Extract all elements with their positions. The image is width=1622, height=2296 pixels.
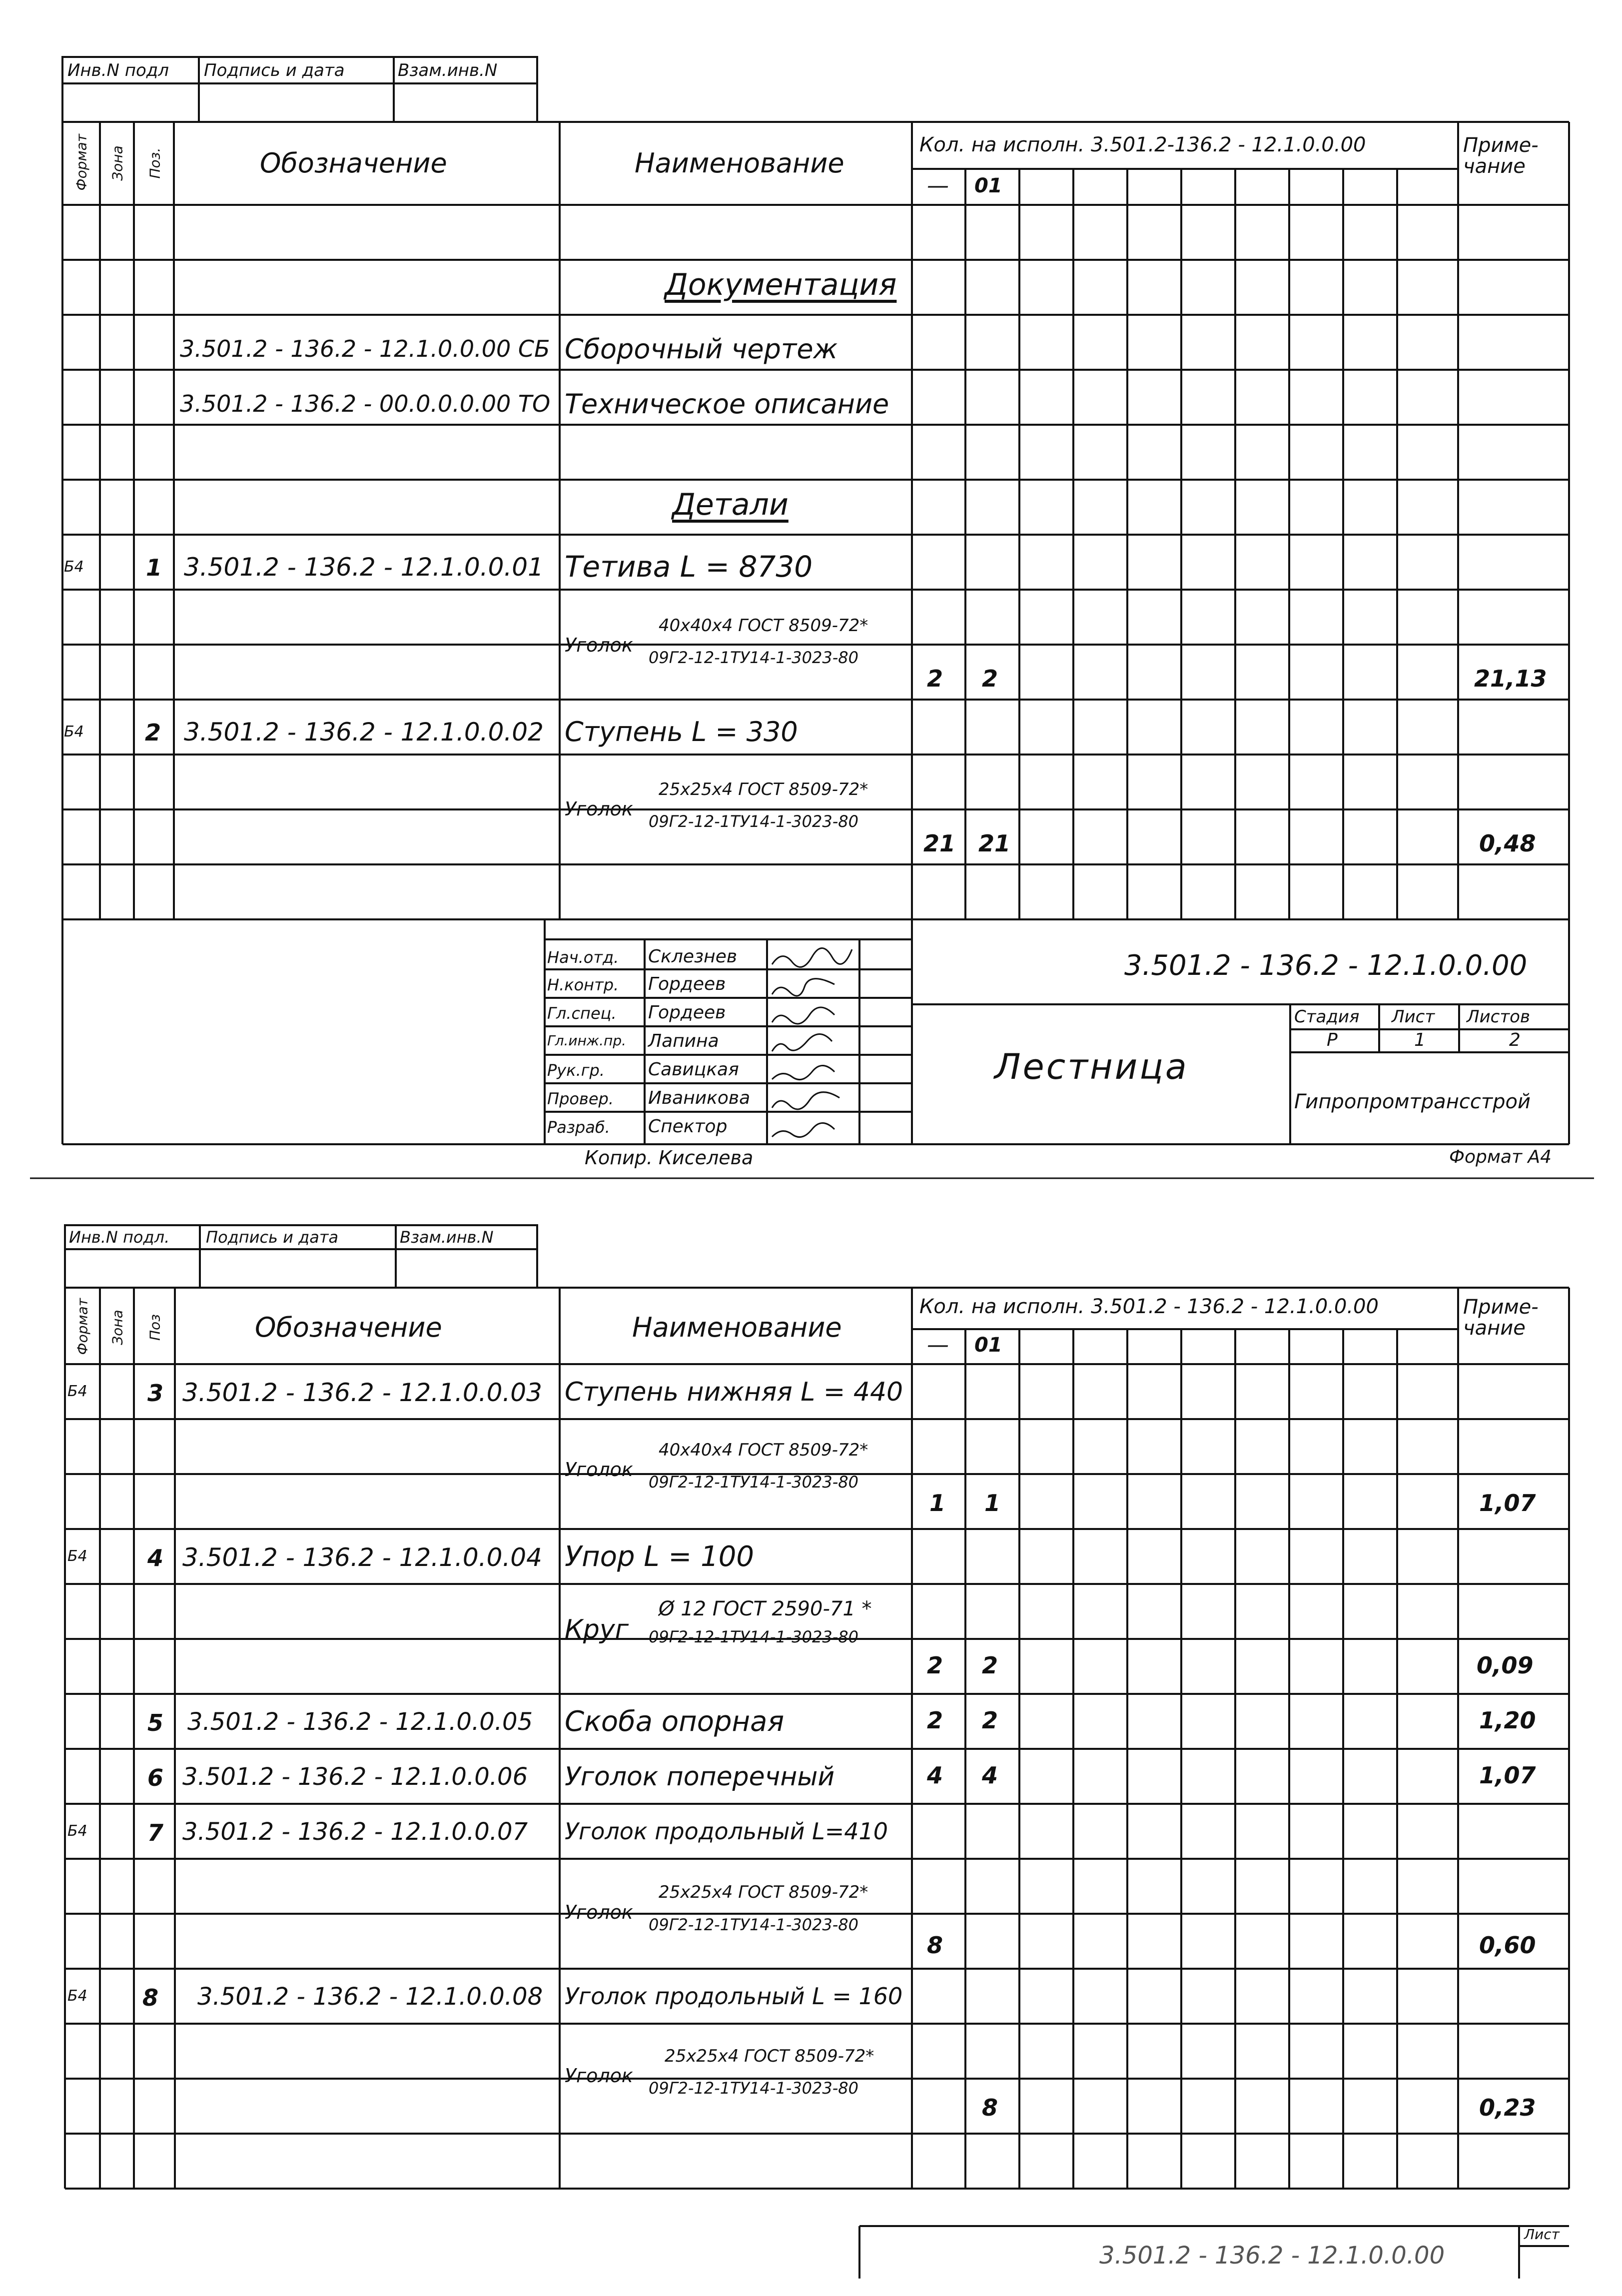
part-8-name: Уголок продольный L = 160 bbox=[565, 1983, 903, 2010]
stamp2-vzam-label: Взам.инв.N bbox=[400, 1228, 494, 1247]
signature-scribbles bbox=[772, 948, 852, 1137]
header-qty-title: Кол. на исполн. 3.501.2-136.2 - 12.1.0.0.00 bbox=[919, 133, 1366, 156]
part-3-qty-1: 1 bbox=[929, 1490, 946, 1517]
part-3-pos: 3 bbox=[147, 1380, 164, 1407]
part-7-note: 0,60 bbox=[1479, 1932, 1536, 1959]
header-format: Формат bbox=[73, 133, 90, 191]
tb-sheets-label: Листов bbox=[1467, 1007, 1531, 1027]
part-2-material: Уголок bbox=[565, 798, 633, 820]
tb-sheet-label: Лист bbox=[1392, 1007, 1435, 1027]
part-3-name: Ступень нижняя L = 440 bbox=[565, 1377, 903, 1407]
part-2-material-top: 25х25х4 ГОСТ 8509-72* bbox=[659, 779, 868, 799]
part-7-material: Уголок bbox=[565, 1901, 633, 1923]
part-7-qty-1: 8 bbox=[927, 1932, 943, 1959]
stamp-inv-label: Инв.N подл bbox=[67, 60, 169, 80]
part-4-pos: 4 bbox=[147, 1544, 164, 1571]
tb-stage-label: Стадия bbox=[1294, 1007, 1360, 1027]
tb-organization: Гипропромтрансстрой bbox=[1294, 1090, 1531, 1113]
tb-name-1: Склезнев bbox=[648, 946, 738, 967]
part-8-qty-2: 8 bbox=[982, 2094, 998, 2121]
doc-row-2-designation: 3.501.2 - 136.2 - 00.0.0.0.00 ТО bbox=[180, 390, 551, 417]
part-1-note: 21,13 bbox=[1474, 665, 1547, 692]
part-1-material-bottom: 09Г2-12-1ТУ14-1-3023-80 bbox=[649, 648, 858, 667]
header2-zone: Зона bbox=[109, 1310, 126, 1345]
header-qty-col2: 01 bbox=[974, 174, 1002, 197]
header-qty-col1: — bbox=[927, 173, 949, 198]
part-1-qty-2: 2 bbox=[982, 665, 998, 692]
tb-role-4: Гл.инж.пр. bbox=[547, 1032, 627, 1049]
part-2-name: Ступень L = 330 bbox=[565, 716, 798, 748]
header2-qty-col1: — bbox=[927, 1332, 949, 1358]
tb-stage: Р bbox=[1327, 1030, 1338, 1050]
part-2-qty-1: 21 bbox=[923, 830, 956, 857]
part-5-qty-1: 2 bbox=[927, 1707, 943, 1734]
part-2-material-bottom: 09Г2-12-1ТУ14-1-3023-80 bbox=[649, 812, 858, 831]
footer-doc-number: 3.501.2 - 136.2 - 12.1.0.0.00 bbox=[1099, 2242, 1445, 2270]
part-7-pos: 7 bbox=[147, 1819, 164, 1846]
part-5-qty-2: 2 bbox=[982, 1707, 998, 1734]
tb-name-3: Гордеев bbox=[648, 1002, 726, 1023]
stamp2-sign-label: Подпись и дата bbox=[206, 1228, 339, 1247]
part-5-name: Скоба опорная bbox=[565, 1705, 785, 1738]
doc-row-1-name: Сборочный чертеж bbox=[565, 333, 838, 365]
header-designation: Обозначение bbox=[260, 147, 447, 179]
sheet-format: Формат А4 bbox=[1449, 1147, 1552, 1167]
part-3-designation: 3.501.2 - 136.2 - 12.1.0.0.03 bbox=[182, 1378, 542, 1407]
section-parts: Детали bbox=[672, 487, 789, 522]
part-3-format: Б4 bbox=[67, 1383, 87, 1400]
tb-role-7: Разраб. bbox=[547, 1118, 610, 1137]
part-8-pos: 8 bbox=[142, 1984, 159, 2011]
tb-name-6: Иваникова bbox=[648, 1088, 751, 1108]
part-4-material-bottom: 09Г2-12-1ТУ14-1-3023-80 bbox=[649, 1627, 858, 1646]
stamp-vzam-label: Взам.инв.N bbox=[398, 60, 498, 80]
part-6-pos: 6 bbox=[147, 1764, 164, 1791]
tb-role-5: Рук.гр. bbox=[547, 1061, 605, 1080]
tb-sheets: 2 bbox=[1509, 1030, 1521, 1050]
part-7-designation: 3.501.2 - 136.2 - 12.1.0.0.07 bbox=[182, 1818, 528, 1846]
header-name: Наименование bbox=[635, 147, 844, 179]
part-7-material-top: 25х25х4 ГОСТ 8509-72* bbox=[659, 1882, 868, 1902]
part-1-pos: 1 bbox=[146, 554, 162, 581]
header2-designation: Обозначение bbox=[255, 1312, 442, 1343]
part-8-format: Б4 bbox=[67, 1987, 87, 2005]
footer-sheet-label: Лист bbox=[1524, 2226, 1560, 2243]
part-1-material: Уголок bbox=[565, 634, 633, 656]
stamp2-inv-label: Инв.N подл. bbox=[69, 1228, 170, 1247]
tb-role-1: Нач.отд. bbox=[547, 948, 619, 967]
part-1-designation: 3.501.2 - 136.2 - 12.1.0.0.01 bbox=[184, 553, 544, 582]
part-7-material-bottom: 09Г2-12-1ТУ14-1-3023-80 bbox=[649, 1915, 858, 1934]
header2-note: Приме- чание bbox=[1463, 1296, 1539, 1340]
header2-qty-col2: 01 bbox=[974, 1334, 1002, 1357]
part-4-designation: 3.501.2 - 136.2 - 12.1.0.0.04 bbox=[182, 1543, 542, 1572]
copied-by: Копир. Киселева bbox=[585, 1147, 754, 1169]
part-8-material-bottom: 09Г2-12-1ТУ14-1-3023-80 bbox=[649, 2079, 858, 2098]
section-documentation: Документация bbox=[665, 267, 897, 302]
tb-role-6: Провер. bbox=[547, 1089, 614, 1108]
part-5-pos: 5 bbox=[147, 1709, 164, 1736]
header2-format: Формат bbox=[74, 1298, 91, 1355]
part-3-material-bottom: 09Г2-12-1ТУ14-1-3023-80 bbox=[649, 1473, 858, 1492]
part-4-note: 0,09 bbox=[1477, 1652, 1534, 1679]
part-8-material: Уголок bbox=[565, 2065, 633, 2087]
part-3-material-top: 40х40х4 ГОСТ 8509-72* bbox=[659, 1440, 868, 1460]
tb-doc-number: 3.501.2 - 136.2 - 12.1.0.0.00 bbox=[1124, 949, 1528, 982]
part-2-pos: 2 bbox=[145, 719, 161, 746]
part-2-note: 0,48 bbox=[1479, 830, 1536, 857]
doc-row-1-designation: 3.501.2 - 136.2 - 12.1.0.0.00 СБ bbox=[180, 335, 550, 362]
part-8-designation: 3.501.2 - 136.2 - 12.1.0.0.08 bbox=[197, 1983, 543, 2011]
part-4-name: Упор L = 100 bbox=[565, 1540, 754, 1573]
part-5-note: 1,20 bbox=[1479, 1707, 1536, 1734]
part-4-material-top: Ø 12 ГОСТ 2590-71 * bbox=[659, 1597, 872, 1620]
part-3-material: Уголок bbox=[565, 1459, 633, 1481]
part-7-name: Уголок продольный L=410 bbox=[565, 1818, 888, 1845]
tb-name-4: Лапина bbox=[648, 1031, 719, 1051]
stamp-sign-label: Подпись и дата bbox=[204, 60, 345, 80]
part-8-note: 0,23 bbox=[1479, 2094, 1536, 2121]
doc-row-2-name: Техническое описание bbox=[565, 388, 889, 420]
header-zone: Зона bbox=[109, 145, 126, 181]
tb-sheet: 1 bbox=[1414, 1030, 1426, 1050]
tb-name-5: Савицкая bbox=[648, 1059, 739, 1080]
part-1-format: Б4 bbox=[64, 558, 84, 576]
part-1-qty-1: 2 bbox=[927, 665, 943, 692]
part-1-name: Тетива L = 8730 bbox=[565, 550, 813, 584]
header2-qty-title: Кол. на исполн. 3.501.2 - 136.2 - 12.1.0.0.00 bbox=[919, 1295, 1379, 1318]
part-2-format: Б4 bbox=[64, 723, 84, 741]
part-4-qty-1: 2 bbox=[927, 1652, 943, 1679]
part-6-designation: 3.501.2 - 136.2 - 12.1.0.0.06 bbox=[182, 1763, 528, 1791]
part-6-qty-2: 4 bbox=[982, 1762, 998, 1789]
tb-role-3: Гл.спец. bbox=[547, 1004, 617, 1023]
part-5-designation: 3.501.2 - 136.2 - 12.1.0.0.05 bbox=[187, 1708, 533, 1736]
part-6-name: Уголок поперечный bbox=[565, 1762, 835, 1792]
header2-pos: Поз bbox=[146, 1314, 163, 1341]
part-3-qty-2: 1 bbox=[984, 1490, 1001, 1517]
part-6-qty-1: 4 bbox=[927, 1762, 943, 1789]
part-2-designation: 3.501.2 - 136.2 - 12.1.0.0.02 bbox=[184, 718, 544, 747]
part-3-note: 1,07 bbox=[1479, 1490, 1536, 1517]
part-4-material: Круг bbox=[565, 1614, 629, 1644]
header-note: Приме- чание bbox=[1463, 134, 1539, 178]
part-6-note: 1,07 bbox=[1479, 1762, 1536, 1789]
part-2-qty-2: 21 bbox=[978, 830, 1011, 857]
header-pos: Поз. bbox=[146, 147, 163, 179]
part-7-format: Б4 bbox=[67, 1822, 87, 1840]
tb-name-2: Гордеев bbox=[648, 974, 726, 994]
part-4-format: Б4 bbox=[67, 1547, 87, 1565]
header2-name: Наименование bbox=[632, 1312, 842, 1343]
part-8-material-top: 25х25х4 ГОСТ 8509-72* bbox=[665, 2046, 874, 2066]
tb-title: Лестница bbox=[994, 1046, 1189, 1087]
tb-role-2: Н.контр. bbox=[547, 975, 619, 994]
part-4-qty-2: 2 bbox=[982, 1652, 998, 1679]
part-1-material-top: 40х40х4 ГОСТ 8509-72* bbox=[659, 616, 868, 636]
tb-name-7: Спектор bbox=[648, 1116, 728, 1137]
